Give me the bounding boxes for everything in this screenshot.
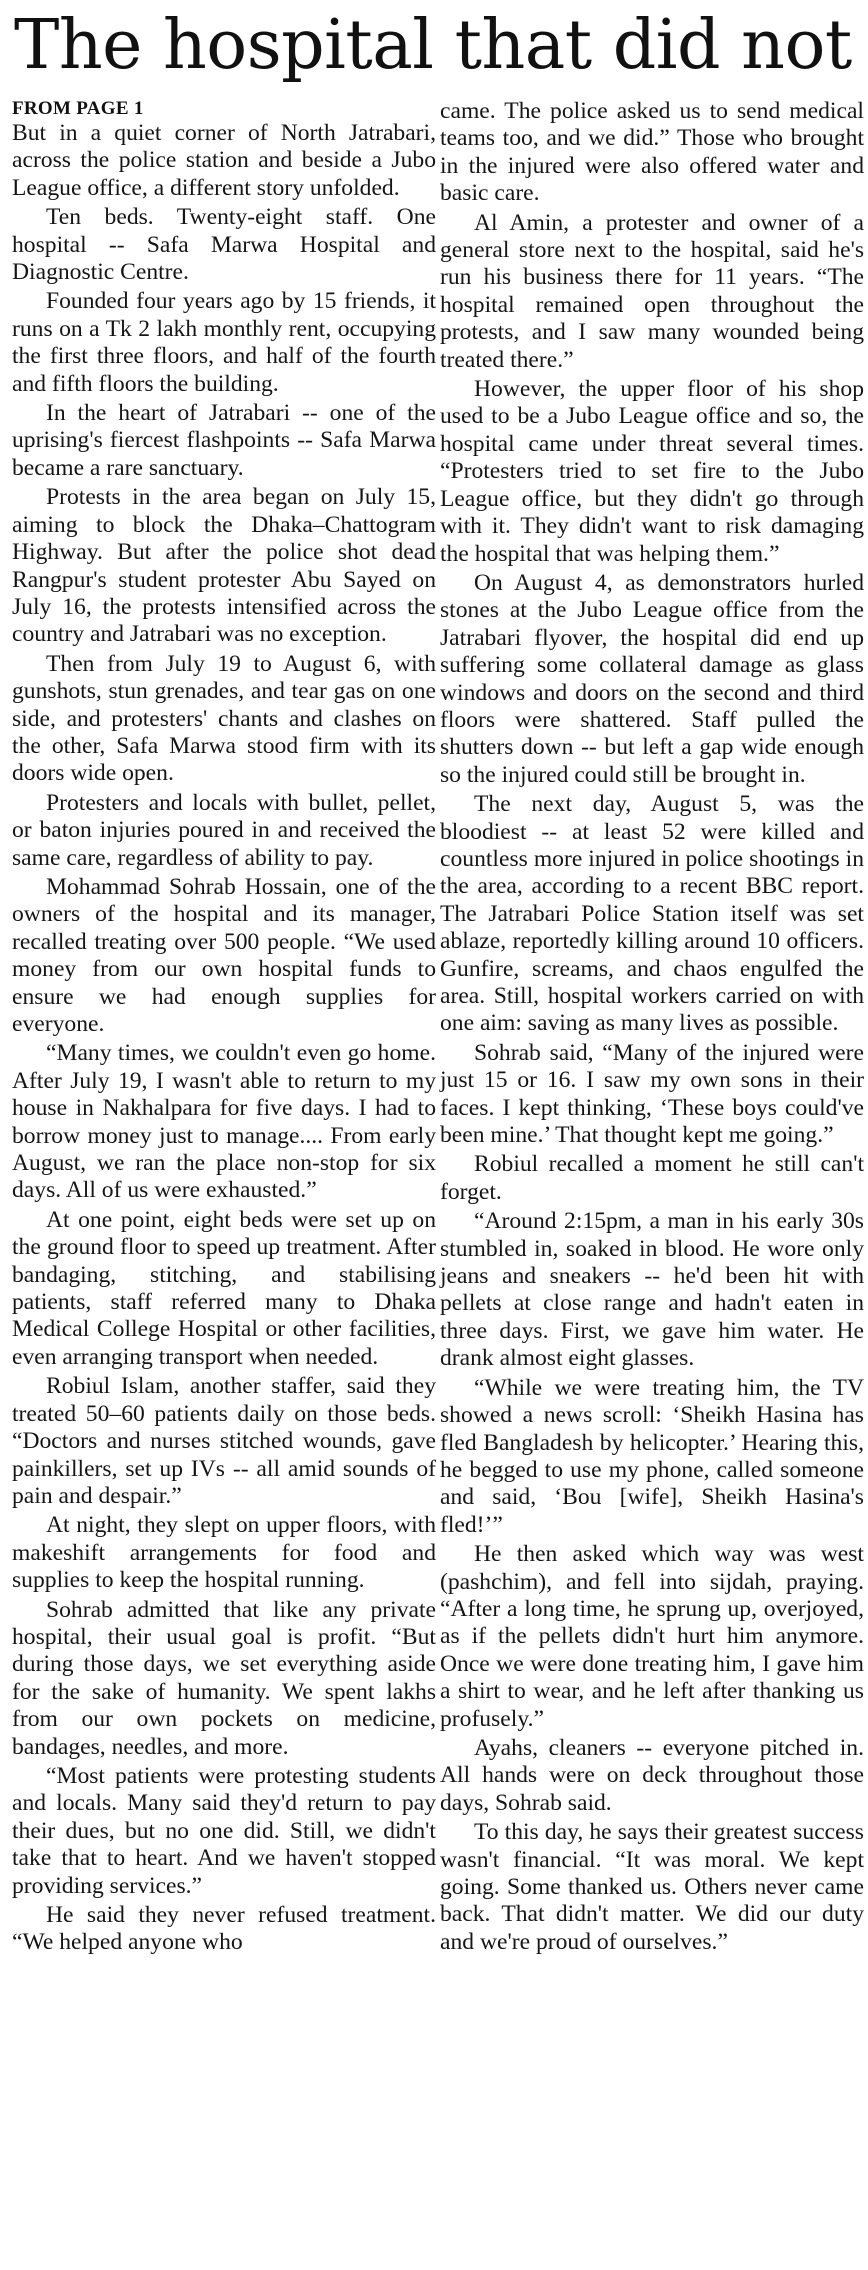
- paragraph: “Many times, we couldn't even go home. After July 19, I wasn't able to return to my house in Nakhalpara for five days. I had to borrow money just to manage.... From early August, we ran the place non-stop for six days. All of us were exhausted.”: [12, 1040, 436, 1204]
- paragraph: On August 4, as demonstrators hurled stones at the Jubo League office from the Jatrabari flyover, the hospital did end up suffering some collateral damage as glass windows and doors on the second and third floors were shattered. Staff pulled the shutters down -- but left a gap wide enough so the injured could still be brought in.: [440, 569, 864, 788]
- paragraph: Protests in the area began on July 15, aiming to block the Dhaka–Chattogram Highway. But after the police shot dead Rangpur's student protester Abu Sayed on July 16, the protests intensified across the country and Jatrabari was no exception.: [12, 484, 436, 648]
- paragraph: “Most patients were protesting students and locals. Many said they'd return to pay their dues, but no one did. Still, we didn't take that to heart. And we haven't stopped providing services.”: [12, 1762, 436, 1899]
- paragraph: To this day, he says their greatest success wasn't financial. “It was moral. We kept going. Some thanked us. Others never came back. That didn't matter. We did our duty and we're proud of ourselves.”: [440, 1819, 864, 1955]
- paragraph: Ayahs, cleaners -- everyone pitched in. All hands were on deck throughout those days, Sohrab said.: [440, 1734, 864, 1816]
- paragraph: He then asked which way was west (pashchim), and fell into sijdah, praying. “After a long time, he sprung up, overjoyed, as if the pellets didn't hurt him anymore. Once we were done treating him, I gave him a shirt to wear, and he left after thanking us profusely.”: [440, 1541, 864, 1732]
- paragraph: He said they never refused treatment. “We helped anyone who: [12, 1902, 436, 1956]
- paragraph: However, the upper floor of his shop used to be a Jubo League office and so, the hospital came under threat several times. “Protesters tried to set fire to the Jubo League office, but they didn't go through with it. They didn't want to risk damaging the hospital that was helping them.”: [440, 376, 864, 567]
- paragraph: At night, they slept on upper floors, with makeshift arrangements for food and supplies to keep the hospital running.: [12, 1512, 436, 1594]
- headline: The hospital that did not: [14, 6, 852, 85]
- paragraph: Protesters and locals with bullet, pellet, or baton injuries poured in and received the same care, regardless of ability to pay.: [12, 789, 436, 871]
- paragraph: Robiul recalled a moment he still can't forget.: [440, 1151, 864, 1205]
- paragraph: came. The police asked us to send medical teams too, and we did.” Those who brought in the injured were also offered water and basic care.: [440, 98, 864, 207]
- paragraph: In the heart of Jatrabari -- one of the uprising's fiercest flashpoints -- Safa Marwa became a rare sanctuary.: [12, 400, 436, 481]
- paragraph: Sohrab admitted that like any private hospital, their usual goal is profit. “But during those days, we set everything aside for the sake of humanity. We spent lakhs from our own pockets on medicine, bandages, needles, and more.: [12, 1596, 436, 1760]
- paragraph: “Around 2:15pm, a man in his early 30s stumbled in, soaked in blood. He wore only jeans and sneakers -- he'd been hit with pellets at close range and hadn't eaten in three days. First, we gave him water. He drank almost eight glasses.: [440, 1208, 864, 1372]
- paragraph: At one point, eight beds were set up on the ground floor to speed up treatment. After bandaging, stitching, and stabilising patients, staff referred many to Dhaka Medical College Hospital or other facilities, even arranging transport when needed.: [12, 1206, 436, 1370]
- paragraph: Then from July 19 to August 6, with gunshots, stun grenades, and tear gas on one side, and protesters' chants and clashes on the other, Safa Marwa stood firm with its doors wide open.: [12, 650, 436, 787]
- paragraph: Al Amin, a protester and owner of a general store next to the hospital, said he's run his business there for 11 years. “The hospital remained open throughout the protests, and I saw many wounded being treated there.”: [440, 209, 864, 373]
- paragraph: Founded four years ago by 15 friends, it runs on a Tk 2 lakh monthly rent, occupying the first three floors, and half of the fourth and fifth floors the building.: [12, 288, 436, 397]
- left-column: [12, 120, 436, 1959]
- right-column: [440, 98, 864, 1958]
- paragraph: “While we were treating him, the TV showed a news scroll: ‘Sheikh Hasina has fled Bangladesh by helicopter.’ Hearing this, he begged to use my phone, called someone and said, ‘Bou [wife], Sheikh Hasina's fled!’”: [440, 1374, 864, 1538]
- paragraph: The next day, August 5, was the bloodiest -- at least 52 were killed and countless more injured in police shootings in the area, according to a recent BBC report. The Jatrabari Police Station itself was set ablaze, reportedly killing around 10 officers. Gunfire, screams, and chaos engulfed the area. Still, hospital workers carried on with one aim: saving as many lives as possible.: [440, 791, 864, 1037]
- paragraph: But in a quiet corner of North Jatrabari, across the police station and beside a Jubo League office, a different story unfolded.: [12, 120, 436, 201]
- continuation-kicker: FROM PAGE 1: [12, 98, 144, 119]
- paragraph: Ten beds. Twenty-eight staff. One hospital -- Safa Marwa Hospital and Diagnostic Centre.: [12, 204, 436, 286]
- paragraph: Sohrab said, “Many of the injured were just 15 or 16. I saw my own sons in their faces. I kept thinking, ‘These boys could've been mine.’ That thought kept me going.”: [440, 1039, 864, 1149]
- paragraph: Mohammad Sohrab Hossain, one of the owners of the hospital and its manager, recalled treating over 500 people. “We used money from our own hospital funds to ensure we had enough supplies for everyone.: [12, 873, 436, 1037]
- paragraph: Robiul Islam, another staffer, said they treated 50–60 patients daily on those beds. “Doctors and nurses stitched wounds, gave painkillers, set up IVs -- all amid sounds of pain and despair.”: [12, 1373, 436, 1509]
